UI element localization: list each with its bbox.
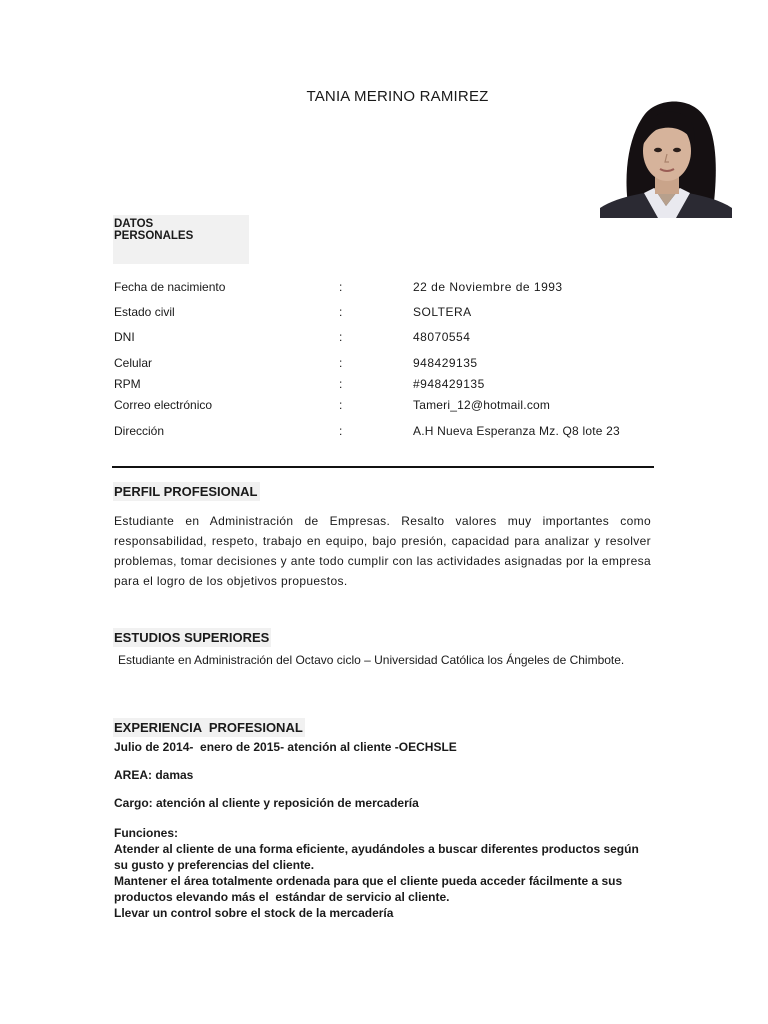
studies-text: Estudiante en Administración del Octavo ciclo – Universidad Católica los Ángeles de Chimbote. <box>118 653 625 667</box>
row-value: Tameri_12@hotmail.com <box>413 398 551 412</box>
row-colon: : <box>339 377 343 391</box>
function-item: Llevar un control sobre el stock de la mercadería <box>114 906 394 920</box>
profile-photo <box>600 96 732 218</box>
row-colon: : <box>339 398 343 412</box>
personal-row-address <box>114 424 674 440</box>
studies-heading: ESTUDIOS SUPERIORES <box>114 630 270 645</box>
row-value: 948429135 <box>413 356 478 370</box>
function-item: Mantener el área totalmente ordenada para que el cliente pueda acceder fácilmente a sus productos elevando más el estándar de servicio al cliente. <box>114 874 626 904</box>
row-value: SOLTERA <box>413 305 472 319</box>
row-label: RPM <box>114 377 141 391</box>
function-item: Atender al cliente de una forma eficiente, ayudándoles a buscar diferentes productos según su gusto y preferencias del cliente. <box>114 842 639 872</box>
personal-data-heading: DATOS PERSONALES <box>113 215 249 264</box>
experience-area: AREA: damas <box>114 768 194 782</box>
row-colon: : <box>339 330 343 344</box>
personal-row-civil-status <box>114 305 674 321</box>
section-divider <box>112 466 654 468</box>
profile-heading: PERFIL PROFESIONAL <box>114 484 258 499</box>
experience-cargo: Cargo: atención al cliente y reposición de mercadería <box>114 796 419 810</box>
applicant-name: TANIA MERINO RAMIREZ <box>306 88 489 105</box>
profile-paragraph: Estudiante en Administración de Empresas. Resalto valores muy importantes como responsabilidad, respeto, trabajo en equipo, bajo presión, capacidad para analizar y resolver problemas, tomar decisiones y ante todo cumplir con las actividades asignadas por la empresa para el logro de los objetivos propuestos. <box>114 514 651 588</box>
personal-row-cellphone <box>114 356 674 372</box>
row-colon: : <box>339 424 343 438</box>
row-colon: : <box>339 280 343 294</box>
row-value: 48070554 <box>413 330 471 344</box>
row-value: 22 de Noviembre de 1993 <box>413 280 563 294</box>
row-label: Fecha de nacimiento <box>114 280 226 294</box>
row-value: #948429135 <box>413 377 485 391</box>
personal-row-birthdate <box>114 280 674 296</box>
experience-functions <box>114 825 654 921</box>
profile-photo-illustration <box>600 96 732 218</box>
functions-label: Funciones: <box>114 826 179 840</box>
row-label: Dirección <box>114 424 165 438</box>
row-label: DNI <box>114 330 135 344</box>
row-colon: : <box>339 305 343 319</box>
personal-row-dni <box>114 330 674 346</box>
personal-row-email <box>114 398 674 414</box>
experience-period: Julio de 2014- enero de 2015- atención al cliente -OECHSLE <box>114 740 457 754</box>
row-label: Celular <box>114 356 153 370</box>
row-colon: : <box>339 356 343 370</box>
row-label: Estado civil <box>114 305 175 319</box>
row-value: A.H Nueva Esperanza Mz. Q8 lote 23 <box>413 424 620 438</box>
row-label: Correo electrónico <box>114 398 213 412</box>
personal-row-rpm <box>114 377 674 393</box>
experience-heading: EXPERIENCIA PROFESIONAL <box>114 720 303 735</box>
